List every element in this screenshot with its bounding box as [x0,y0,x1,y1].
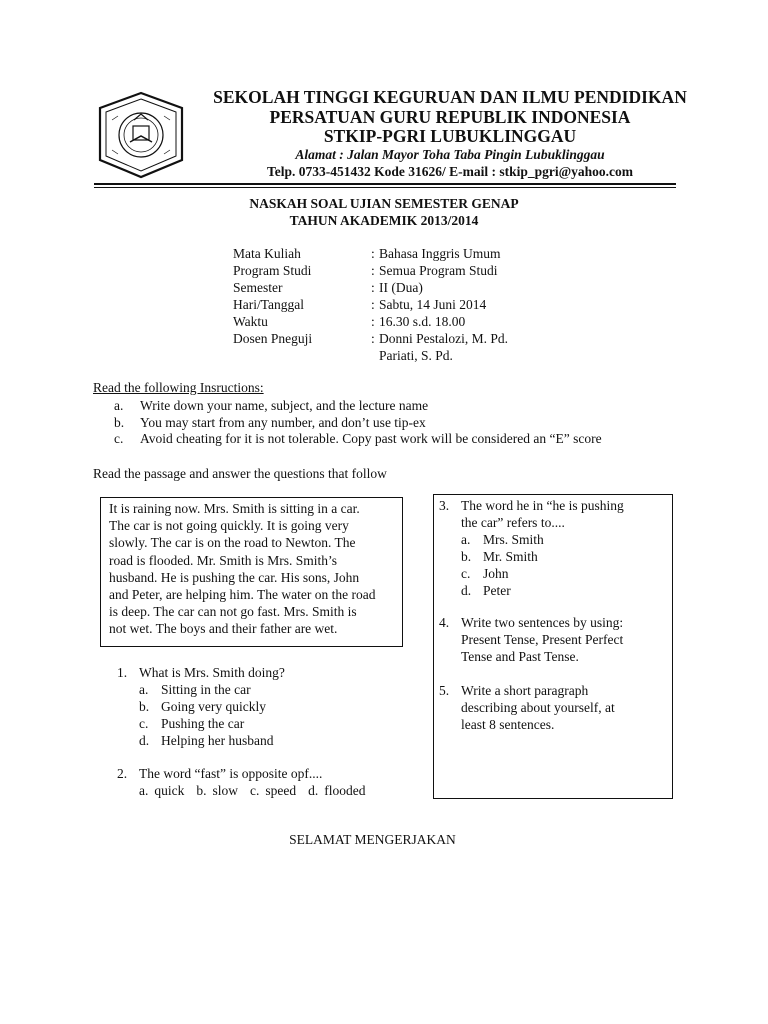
option-text: Mr. Smith [483,549,538,564]
inline-options [117,782,378,799]
header-address: Alamat : Jalan Mayor Toha Taba Pingin Lubuklinggau [295,147,605,162]
info-row [233,313,508,330]
instructions-list [114,398,602,448]
option-marker: b. [196,783,207,798]
exam-title: NASKAH SOAL UJIAN SEMESTER GENAP [249,196,519,211]
list-text: You may start from any number, and don’t use tip-ex [140,414,426,430]
question-number: 5. [439,683,450,698]
question-text: Write a short paragraph [461,683,589,698]
option-marker: c. [250,783,260,798]
question-number: 4. [439,615,450,630]
answer-option [461,565,624,582]
info-row [233,347,508,364]
option-text: speed [265,783,297,798]
info-row [233,279,508,296]
answer-option [139,698,285,715]
info-value-extra: Pariati, S. Pd. [379,348,453,363]
info-label: Semester [233,280,283,295]
info-colon: : [371,297,375,312]
info-colon: : [371,280,375,295]
option-marker: d. [139,733,150,748]
passage-line: husband. He is pushing the car. His sons, John [109,569,360,585]
passage-line: slowly. The car is on the road to Newton. The [109,535,356,551]
question-text: What is Mrs. Smith doing? [139,665,285,680]
passage-line: road is flooded. Mr. Smith is Mrs. Smith’s [109,552,338,568]
info-label: Hari/Tanggal [233,297,305,312]
question-text: The word “fast” is opposite opf.... [139,766,323,781]
header-divider-thick [94,183,676,185]
list-item [114,431,602,448]
question-3 [439,497,624,599]
option-marker: b. [461,549,472,564]
info-row [233,245,508,262]
question-text-cont: the car” refers to.... [461,515,565,530]
question-text-cont: describing about yourself, at [461,700,615,715]
info-row [233,296,508,313]
option-text: John [483,566,509,581]
list-item [114,398,602,415]
passage-intro: Read the passage and answer the questions that follow [93,466,387,481]
instructions-heading: Read the following Insructions: [93,380,264,395]
list-marker: a. [114,398,124,413]
info-value: Donni Pestalozi, M. Pd. [379,331,509,346]
list-text: Avoid cheating for it is not tolerable. Copy past work will be considered an “E” score [140,431,602,446]
question-text: Write two sentences by using: [461,615,624,630]
info-value: Sabtu, 14 Juni 2014 [379,297,487,312]
answer-option [139,681,285,698]
option-text: Sitting in the car [161,682,251,697]
option-marker: b. [139,699,150,714]
answer-option [461,582,624,599]
question-1 [117,664,285,749]
info-value: Semua Program Studi [379,263,498,278]
answer-option [461,531,624,548]
header-contact: Telp. 0733-451432 Kode 31626/ E-mail : stkip_pgri@yahoo.com [266,164,634,179]
answer-option [139,715,285,732]
option-marker: a. [139,783,149,798]
info-row [233,330,508,347]
question-text-cont: Tense and Past Tense. [461,649,579,664]
option-text: Helping her husband [161,733,274,748]
info-colon: : [371,331,375,346]
option-marker: a. [139,682,149,697]
option-marker: c. [461,566,471,581]
question-text: The word he in “he is pushing [461,498,624,513]
question-5 [439,682,615,733]
header-divider-thin [94,187,676,188]
academic-year: TAHUN AKADEMIK 2013/2014 [289,213,479,228]
info-value: II (Dua) [379,280,423,295]
option-text: Peter [483,583,511,598]
reading-passage [100,497,403,647]
answer-option [139,732,285,749]
passage-line: and Peter, are helping him. The water on the road [109,587,376,603]
info-colon: : [371,314,375,329]
info-label: Dosen Pneguji [233,331,313,346]
option-text: Pushing the car [161,716,245,731]
header-line-1: SEKOLAH TINGGI KEGURUAN DAN ILMU PENDIDIKAN [213,87,687,107]
closing-text: SELAMAT MENGERJAKAN [289,832,456,847]
header-line-2: PERSATUAN GURU REPUBLIK INDONESIA [269,107,631,127]
option-marker: c. [139,716,149,731]
question-4 [439,614,623,665]
passage-line: not wet. The boys and their father are wet. [109,621,338,637]
option-marker: d. [308,783,319,798]
institution-logo [94,90,188,180]
option-text: quick [154,783,185,798]
list-item [114,415,602,432]
info-label: Waktu [233,314,268,329]
question-text-cont: Present Tense, Present Perfect [461,632,624,647]
info-value: 16.30 s.d. 18.00 [379,314,466,329]
passage-line: It is raining now. Mrs. Smith is sitting in a car. [109,501,360,516]
info-colon: : [371,246,375,261]
option-text: Going very quickly [161,699,266,714]
exam-info [233,245,508,364]
info-label: Mata Kuliah [233,246,301,261]
question-text-cont: least 8 sentences. [461,717,555,732]
header-line-3: STKIP-PGRI LUBUKLINGGAU [323,126,577,146]
answer-option [461,548,624,565]
passage-line: is deep. The car can not go fast. Mrs. Smith is [109,604,357,620]
info-colon: : [371,263,375,278]
option-marker: d. [461,583,472,598]
question-number: 1. [117,665,128,680]
passage-line: The car is not going quickly. It is going very [109,518,349,534]
info-label: Program Studi [233,263,312,278]
info-row [233,262,508,279]
option-marker: a. [461,532,471,547]
option-text: Mrs. Smith [483,532,544,547]
question-number: 2. [117,766,128,781]
option-text: slow [212,783,239,798]
list-marker: b. [114,414,125,430]
question-2 [117,765,378,799]
question-number: 3. [439,498,450,513]
list-marker: c. [114,431,124,446]
info-value: Bahasa Inggris Umum [379,246,501,261]
option-text: flooded [324,783,366,798]
list-text: Write down your name, subject, and the lecture name [140,398,429,413]
